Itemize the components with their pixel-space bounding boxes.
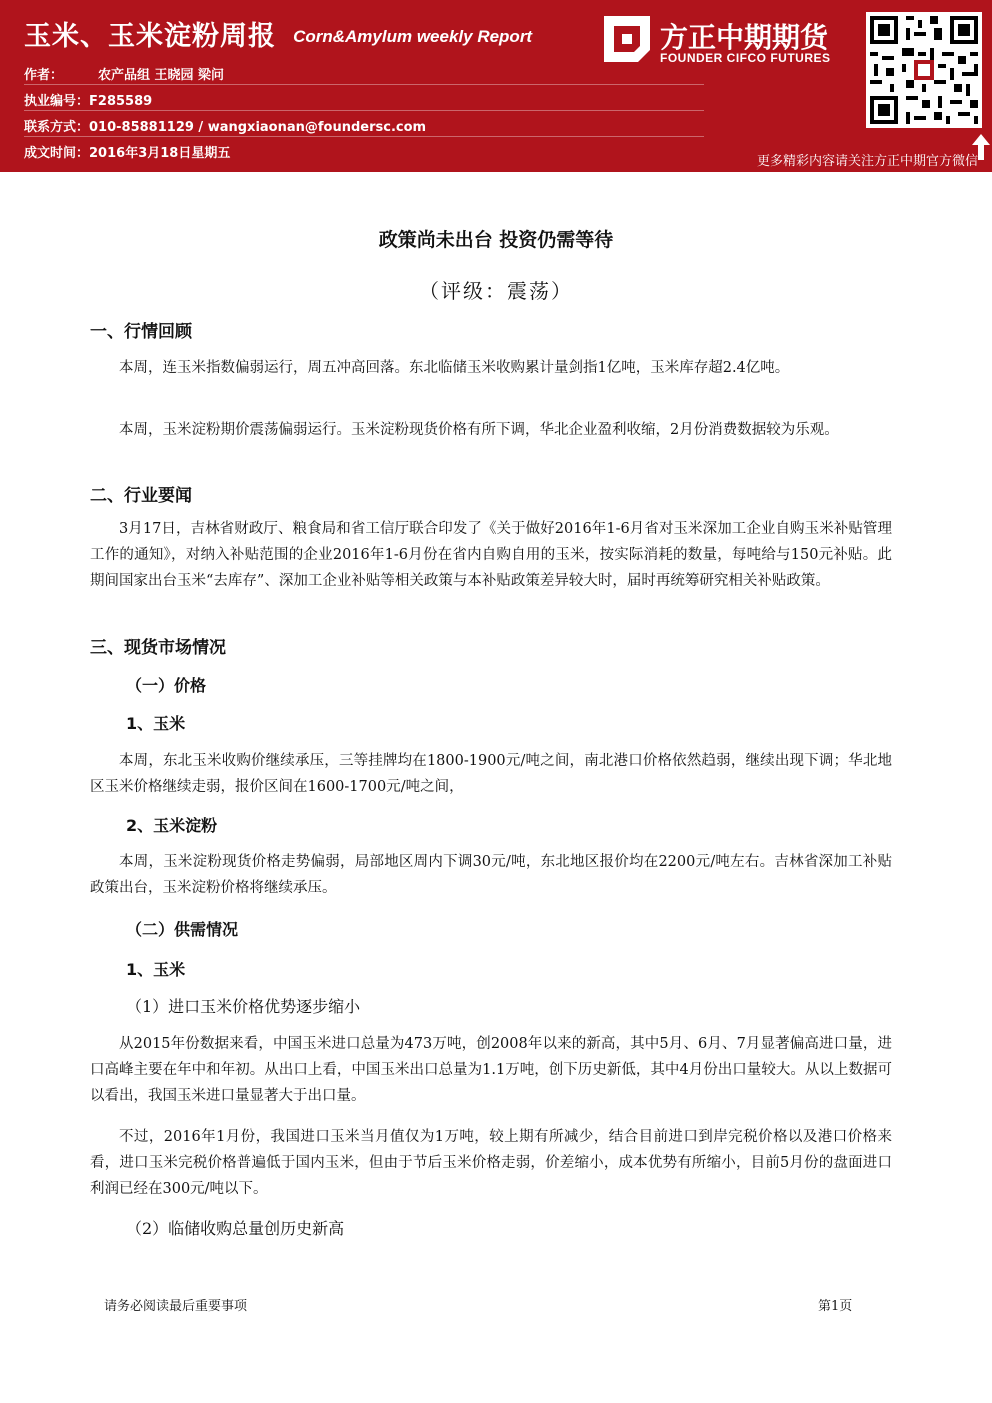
founder-logo bbox=[604, 16, 854, 66]
paragraph: 本周，玉米淀粉期价震荡偏弱运行。玉米淀粉现货价格有所下调，华北企业盈利收缩，2月份消费数据较为乐观。 bbox=[119, 422, 839, 438]
paragraph: 本周，连玉米指数偏弱运行，周五冲高回落。东北临储玉米收购累计量剑指1亿吨，玉米库存超2.4亿吨。 bbox=[119, 360, 790, 376]
report-header bbox=[0, 0, 992, 172]
section-heading: 三、现货市场情况 bbox=[90, 638, 226, 658]
subsection-heading: （二）供需情况 bbox=[126, 920, 239, 939]
report-title-en: Corn&Amylum weekly Report bbox=[293, 27, 533, 46]
document-title: 政策尚未出台 投资仍需等待 bbox=[378, 229, 614, 251]
author-line bbox=[24, 64, 224, 83]
logo-text-cn: 方正中期期货 bbox=[660, 21, 829, 54]
logo-text-en: FOUNDER CIFCO FUTURES bbox=[660, 51, 831, 65]
license-line bbox=[24, 90, 152, 109]
report-title-cn: 玉米、玉米淀粉周报 bbox=[24, 21, 276, 52]
date-label: 成文时间： bbox=[24, 146, 90, 161]
paragraph: 3月17日，吉林省财政厅、粮食局和省工信厅联合印发了《关于做好2016年1-6月省对玉米深加工企业自购玉米补贴管理工作的通知》，对纳入补贴范围的企业2016年1-6月份在省内自购自用的玉米，按实际消耗的数量，每吨给与150元补贴。此期间国家出台玉米“去库存”、深加工企业补贴等相关政策与本补贴政策差异较大时，届时再统筹研究相关补贴政策。 bbox=[90, 521, 892, 589]
paragraph: 本周，玉米淀粉现货价格走势偏弱，局部地区周内下调30元/吨，东北地区报价均在2200元/吨左右。吉林省深加工补贴政策出台，玉米淀粉价格将继续承压。 bbox=[90, 854, 892, 896]
wechat-qr-code[interactable] bbox=[866, 12, 982, 128]
contact-line bbox=[24, 116, 426, 135]
section-heading: 一、行情回顾 bbox=[90, 322, 192, 342]
qr-code-icon bbox=[866, 12, 982, 128]
license-value: F285589 bbox=[89, 94, 153, 109]
date-value: 2016年3月18日星期五 bbox=[89, 146, 231, 161]
author-label: 作者： bbox=[24, 68, 64, 83]
author-value: 农产品组 王晓园 梁问 bbox=[98, 68, 225, 83]
sub-item-heading: （1）进口玉米价格优势逐步缩小 bbox=[126, 997, 361, 1016]
page-number: 第1页 bbox=[818, 1299, 853, 1314]
footer-notice: 请务必阅读最后重要事项 bbox=[104, 1299, 248, 1314]
subsection-heading: （一）价格 bbox=[126, 676, 207, 695]
section-heading: 二、行业要闻 bbox=[90, 486, 192, 506]
divider bbox=[24, 136, 704, 137]
subsection-heading: 2、玉米淀粉 bbox=[126, 816, 218, 835]
divider bbox=[24, 110, 704, 111]
report-title-row bbox=[24, 14, 532, 53]
sub-item-heading: （2）临储收购总量创历史新高 bbox=[126, 1219, 345, 1238]
subsection-heading: 1、玉米 bbox=[126, 960, 186, 979]
paragraph: 从2015年份数据来看，中国玉米进口总量为473万吨，创2008年以来的新高，其中5月、6月、7月显著偏高进口量，进口高峰主要在年中和年初。从出口上看，中国玉米出口总量为1.1万吨，创下历史新低，其中4月份出口量较大。从以上数据可以看出，我国玉米进口量显著大于出口量。 bbox=[90, 1036, 892, 1104]
contact-value: 010-85881129 / wangxiaonan@foundersc.com bbox=[89, 120, 427, 135]
subsection-heading: 1、玉米 bbox=[126, 714, 186, 733]
license-label: 执业编号： bbox=[24, 94, 90, 109]
logo-mark-icon bbox=[604, 16, 650, 62]
divider bbox=[24, 84, 704, 85]
contact-label: 联系方式： bbox=[24, 120, 90, 135]
date-line bbox=[24, 142, 230, 161]
paragraph: 本周，东北玉米收购价继续承压，三等挂牌均在1800-1900元/吨之间，南北港口价格依然趋弱，继续出现下调；华北地区玉米价格继续走弱，报价区间在1600-1700元/吨之间， bbox=[90, 753, 892, 795]
paragraph: 不过，2016年1月份，我国进口玉米当月值仅为1万吨，较上期有所减少，结合目前进口到岸完税价格以及港口价格来看，进口玉米完税价格普遍低于国内玉米，但由于节后玉米价格走弱，价差缩小，成本优势有所缩小，目前5月份的盘面进口利润已经在300元/吨以下。 bbox=[90, 1129, 892, 1197]
follow-wechat-text: 更多精彩内容请关注方正中期官方微信 bbox=[756, 154, 978, 169]
rating-label: （评级：震荡） bbox=[419, 279, 573, 303]
